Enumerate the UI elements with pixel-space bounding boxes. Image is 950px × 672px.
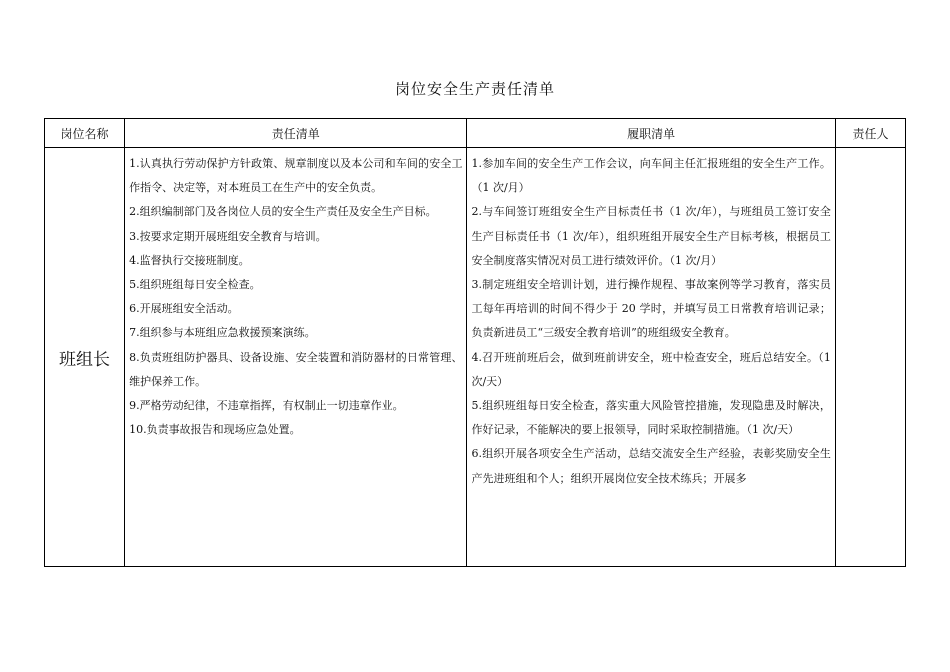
- duty-item: 3.制定班组安全培训计划，进行操作规程、事故案例等学习教育，落实员工每年再培训的时间不得少于 20 学时，并填写员工日常教育培训记录；负责新进员工“三级安全教育培训”的班组级安全教育。: [471, 278, 831, 340]
- responsibility-item: 9.严格劳动纪律，不违章指挥，有权制止一切违章作业。: [129, 399, 404, 413]
- duty-cell: [467, 148, 835, 567]
- duty-item: 2.与车间签订班组安全生产目标责任书（1 次/年），与班组员工签订安全生产目标责任书（1 次/年），组织班组开展安全生产目标考核，根据员工安全制度落实情况对员工进行绩效评价。（1 次/月）: [471, 205, 831, 267]
- duty-item: 4.召开班前班后会，做到班前讲安全，班中检查安全，班后总结安全。（1 次/天）: [471, 350, 831, 388]
- header-duties: 履职清单: [467, 119, 835, 148]
- responsibility-item: 6.开展班组安全活动。: [129, 302, 239, 316]
- header-responsible-person: 责任人: [835, 119, 905, 148]
- responsibility-cell: [125, 148, 467, 567]
- responsibility-item: 3.按要求定期开展班组安全教育与培训。: [129, 229, 327, 243]
- table-header-row: [45, 119, 906, 148]
- responsibility-item: 5.组织班组每日安全检查。: [129, 278, 261, 292]
- responsibility-item: 10.负责事故报告和现场应急处置。: [129, 423, 301, 437]
- responsibility-item: 2.组织编制部门及各岗位人员的安全生产责任及安全生产目标。: [129, 205, 437, 219]
- header-position: 岗位名称: [45, 119, 125, 148]
- header-responsibilities: 责任清单: [125, 119, 467, 148]
- responsibility-table: [44, 118, 906, 567]
- duty-item: 1.参加车间的安全生产工作会议，向车间主任汇报班组的安全生产工作。（1 次/月）: [471, 157, 831, 195]
- responsibility-item: 8.负责班组防护器具、设备设施、安全装置和消防器材的日常管理、维护保养工作。: [129, 350, 463, 388]
- duty-item: 6.组织开展各项安全生产活动，总结交流安全生产经验，表彰奖励安全生产先进班组和个人；组织开展岗位安全技术练兵；开展多: [471, 447, 831, 485]
- duty-item: 5.组织班组每日安全检查，落实重大风险管控措施，发现隐患及时解决，作好记录，不能解决的要上报领导，同时采取控制措施。（1 次/天）: [471, 399, 831, 437]
- responsibility-item: 7.组织参与本班组应急救援预案演练。: [129, 326, 316, 340]
- position-name: 班组长: [45, 148, 125, 567]
- responsibility-item: 4.监督执行交接班制度。: [129, 253, 250, 267]
- duty-list: [467, 148, 834, 491]
- responsibility-list: [125, 148, 466, 442]
- responsibility-item: 1.认真执行劳动保护方针政策、规章制度以及本公司和车间的安全工作指令、决定等，对本班员工在生产中的安全负责。: [129, 157, 463, 195]
- document-title: 岗位安全生产责任清单: [394, 80, 555, 98]
- table-row: [45, 148, 906, 567]
- responsible-person-cell: [835, 148, 905, 567]
